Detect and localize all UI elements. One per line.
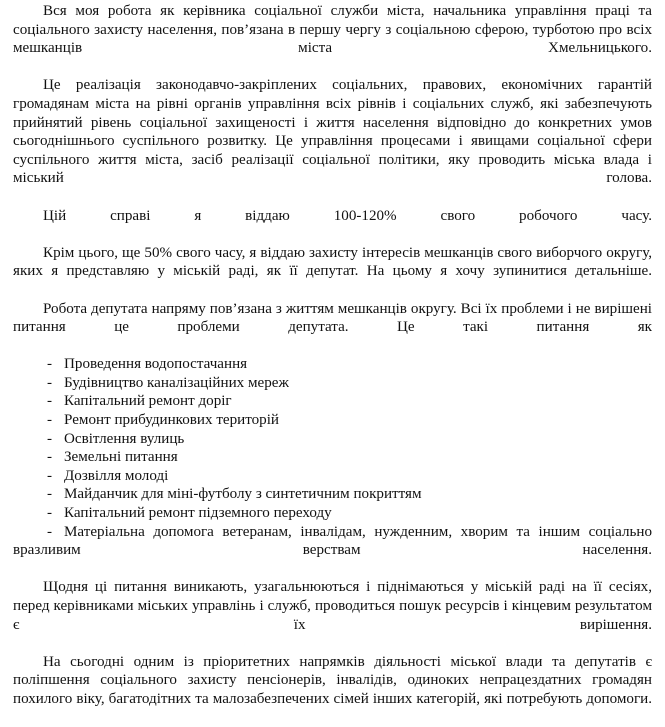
list-item-label: Капітальний ремонт підземного переходу — [64, 505, 332, 522]
list-item — [13, 355, 652, 374]
paragraph-1: Вся моя робота як керівника соціальної служби міста, начальника управління праці та соціального захисту населення, пов’язана в першу чергу з соціальною сферою, турботою про всіх мешканців міста Хмельницького. — [13, 3, 652, 57]
list-bullet-dash: - — [46, 486, 52, 503]
list-item-label: Земельні питання — [64, 449, 178, 466]
list-item-label: Капітальний ремонт доріг — [64, 393, 232, 410]
document-body — [13, 2, 652, 727]
paragraph-3: Цій справі я віддаю 100-120% свого робочого часу. — [43, 207, 652, 224]
paragraph-6: Щодня ці питання виникають, узагальнюються і піднімаються у міській раді на її сесіях, перед керівниками міських управлінь і служб, проводиться пошук ресурсів і кінцевим результатом є їх вирішення. — [13, 579, 652, 633]
list-item-label: Матеріальна допомога ветеранам, інвалідам, нужденним, хворим та іншим соціально вразливим верствам населення. — [13, 523, 652, 559]
list-item-label: Дозвілля молоді — [64, 467, 169, 484]
list-bullet-dash: - — [46, 430, 52, 447]
list-item-label: Будівництво каналізаційних мереж — [64, 374, 289, 391]
list-item — [13, 411, 652, 430]
list-bullet-dash: - — [46, 393, 52, 410]
list-item — [13, 430, 652, 449]
list-bullet-dash: - — [46, 467, 52, 484]
list-item — [13, 485, 652, 504]
list-item-label: Проведення водопостачання — [64, 356, 248, 373]
list-bullet-dash: - — [46, 412, 52, 429]
list-bullet-dash: - — [46, 523, 52, 540]
paragraph-4: Крім цього, ще 50% свого часу, я віддаю захисту інтересів мешканців свого виборчого округу, яких я представляю у міській раді, як її депутат. На цьому я хочу зупинитися детальніше. — [13, 244, 652, 280]
list-item — [13, 523, 652, 579]
list-bullet-dash: - — [46, 374, 52, 391]
paragraph-2: Це реалізація законодавчо-закріплених соціальних, правових, економічних гарантій громадянам міста на рівні органів управління всіх рівнів і соціальних служб, які забезпечують прийнятий рівень соціальної захищеності і життя населення відповідно до конкретних умов сьогоднішнього суспільного розвитку. Це управління процесами і явищами соціальної сфери суспільного життя міста, засіб реалізації соціальної політики, яку проводить міська влада і міський голова. — [13, 77, 652, 187]
list-item — [13, 448, 652, 467]
list-bullet-dash: - — [46, 505, 52, 522]
list-item — [13, 467, 652, 486]
list-item-label: Майданчик для міні-футболу з синтетичним покриттям — [64, 486, 422, 503]
paragraph-7: На сьогодні одним із пріоритетних напрямків діяльності міської влади та депутатів є поліпшення соціального захисту пенсіонерів, інвалідів, одиноких непрацездатних громадян похилого віку, багатодітних та малозабезпечених сімей інших категорій, які потребують допомоги. — [13, 653, 652, 707]
list-item — [13, 392, 652, 411]
list-item-label: Освітлення вулиць — [64, 430, 185, 447]
paragraph-5: Робота депутата напряму пов’язана з життям мешканців округу. Всі їх проблеми і не вирішені питання це проблеми депутата. Це такі питання як — [13, 300, 652, 336]
list-bullet-dash: - — [46, 449, 52, 466]
list-item — [13, 374, 652, 393]
issues-list — [13, 355, 652, 578]
list-item-label: Ремонт прибудинкових територій — [64, 412, 279, 429]
list-item — [13, 504, 652, 523]
list-bullet-dash: - — [46, 356, 52, 373]
